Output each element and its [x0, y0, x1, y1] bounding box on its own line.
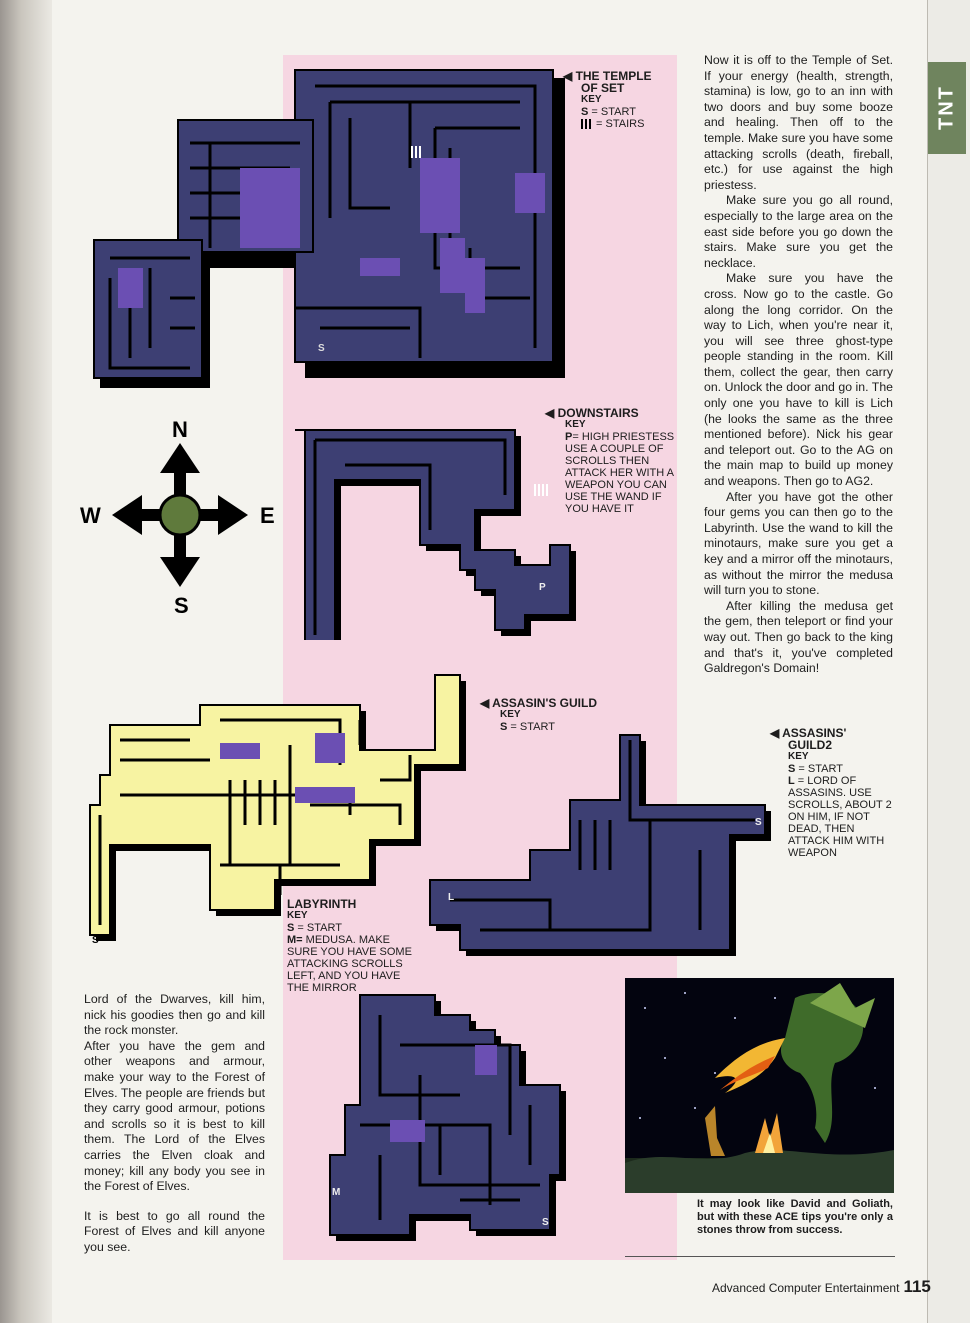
- game-screenshot: [625, 978, 894, 1193]
- magazine-name: Advanced Computer Entertainment: [712, 1281, 900, 1295]
- compass-e: E: [260, 503, 275, 528]
- labyrinth-s-marker: S: [542, 1217, 549, 1228]
- ag2-l-marker: L: [448, 892, 455, 903]
- ag2-key-label: KEY: [788, 751, 809, 762]
- right-text-column: [704, 53, 893, 677]
- temple-title-2: OF SET: [581, 81, 625, 95]
- right-para-2: Make sure you go all round, especially to the large area on the east side before you go down the stairs. Make sure you get the necklace.: [704, 193, 893, 270]
- compass-w: W: [80, 503, 101, 528]
- labyrinth-m-marker: M: [332, 1187, 341, 1198]
- assasins-guild-2-map: [420, 730, 780, 960]
- right-para-1: Now it is off to the Temple of Set. If your energy (health, strength, stamina) is low, go to an inn with two doors and buy some booze and healing. Then off to the temple. Make sure you have some attacking scrolls (death, fireball, etc.) for use against the high priestess.: [704, 53, 893, 192]
- downstairs-key: [545, 407, 680, 515]
- ag2-l-sym: L: [788, 775, 795, 787]
- assasins-guild-2-key: [770, 727, 895, 859]
- ag2-title-2: GUILD2: [788, 738, 833, 752]
- labyrinth-key-label: KEY: [287, 910, 308, 921]
- labyrinth-key: [287, 898, 417, 994]
- footer-rule: [625, 1256, 895, 1257]
- compass-n: N: [172, 417, 188, 442]
- ag-key-label: KEY: [500, 709, 521, 720]
- dragon-scene-image: [625, 978, 894, 1193]
- temple-key-label: KEY: [581, 94, 602, 105]
- ag2-l-text: = LORD OF ASSASINS. USE SCROLLS, ABOUT 2 ON HIM, IF NOT DEAD, THEN ATTACK HIM WITH WEAPON: [788, 775, 892, 859]
- stairs-icon: [581, 119, 593, 129]
- left-para-2: After you have the gem and other weapons and armour, make your way to the Forest of Elves. The people are friends but they carry good armour, potions and scrolls so it is best to kill them. The Lord of the Elves carries the Elven cloak and money; kill any body you see in the Forest of Elves.: [84, 1038, 265, 1194]
- downstairs-p-text: = HIGH PRIESTESS USE A COUPLE OF SCROLLS THEN ATTACK HER WITH A WEAPON YOU CAN USE THE WAND IF YOU HAVE IT: [565, 431, 675, 515]
- left-text-column: [84, 992, 265, 1256]
- temple-key: [563, 70, 673, 130]
- ag-s-sym: S: [500, 721, 508, 733]
- screenshot-caption: It may look like David and Goliath, but with these ACE tips you're only a stones throw from success.: [697, 1198, 893, 1236]
- right-para-5: After killing the medusa get the gem, then teleport or find your way out. Then go back to the king and that's it, you've completed Galdregon's Domain!: [704, 598, 893, 676]
- temple-start-text: = START: [588, 106, 636, 118]
- ag-s-text: = START: [507, 721, 555, 733]
- left-para-3: It is best to go all round the Forest of Elves and kill anyone you see.: [84, 1208, 265, 1254]
- temple-start-sym: S: [581, 106, 589, 118]
- left-para-1: Lord of the Dwarves, kill him, nick his goodies then go and kill the rock monster.: [84, 992, 265, 1038]
- ag2-s-text: = START: [795, 763, 843, 775]
- labyrinth-title: LABYRINTH: [287, 897, 357, 911]
- downstairs-p-sym: P: [565, 431, 573, 443]
- page-folio: [712, 1277, 931, 1297]
- temple-title-1: THE TEMPLE: [575, 69, 652, 83]
- compass-s: S: [174, 593, 189, 615]
- temple-stairs-text: = STAIRS: [593, 118, 645, 130]
- labyrinth-m-sym: M=: [287, 934, 303, 946]
- page-gutter: [0, 0, 52, 1323]
- downstairs-p-marker: P: [539, 582, 546, 593]
- labyrinth-s-text: = START: [294, 922, 342, 934]
- right-para-3: Make sure you have the cross. Now go to the castle. Go along the long corridor. On the way to Lich, when you're near it, you will see three ghost-type people standing in the room. Kill them, collect the gear, then carry on. Unlock the door and go in. The only one you have to kill is Lich (he looks the same as the three mentioned before). Nick his gear and teleport out. Go to the AG on the main map to build up money and weapons. Then go to AG2.: [704, 271, 893, 489]
- ag-title: ASSASIN'S GUILD: [492, 696, 597, 710]
- downstairs-key-label: KEY: [565, 419, 586, 430]
- downstairs-map: [285, 420, 585, 640]
- temple-start-marker: S: [318, 343, 325, 354]
- ag2-title-1: ASSASINS': [782, 726, 847, 740]
- assasins-guild-key: [480, 697, 630, 733]
- side-tab: [927, 0, 970, 1323]
- ag-start-marker: S: [92, 935, 99, 946]
- ag2-arrow-icon: ◀: [770, 726, 783, 740]
- temple-of-set-map: [90, 68, 570, 398]
- section-tab-label: TNT: [928, 62, 966, 154]
- temple-arrow-icon: ◀: [563, 69, 576, 83]
- labyrinth-s-sym: S: [287, 922, 295, 934]
- ag-arrow-icon: ◀: [480, 696, 493, 710]
- downstairs-arrow-icon: ◀: [545, 406, 558, 420]
- ag2-s-sym: S: [788, 763, 796, 775]
- labyrinth-map: [320, 985, 580, 1245]
- page-number: 115: [903, 1277, 931, 1296]
- right-para-4: After you have got the other four gems you can then go to the Labyrinth. Use the wand to kill the minotaurs, make sure you get a key and a mirror off the minotaurs, as without the mirror the medusa will turn you to stone.: [704, 489, 893, 598]
- ag2-s-marker: S: [755, 817, 762, 828]
- downstairs-title: DOWNSTAIRS: [557, 406, 639, 420]
- labyrinth-m-text: MEDUSA. MAKE SURE YOU HAVE SOME ATTACKING SCROLLS LEFT, AND YOU HAVE THE MIRROR: [287, 934, 412, 994]
- compass-rose: [80, 415, 280, 615]
